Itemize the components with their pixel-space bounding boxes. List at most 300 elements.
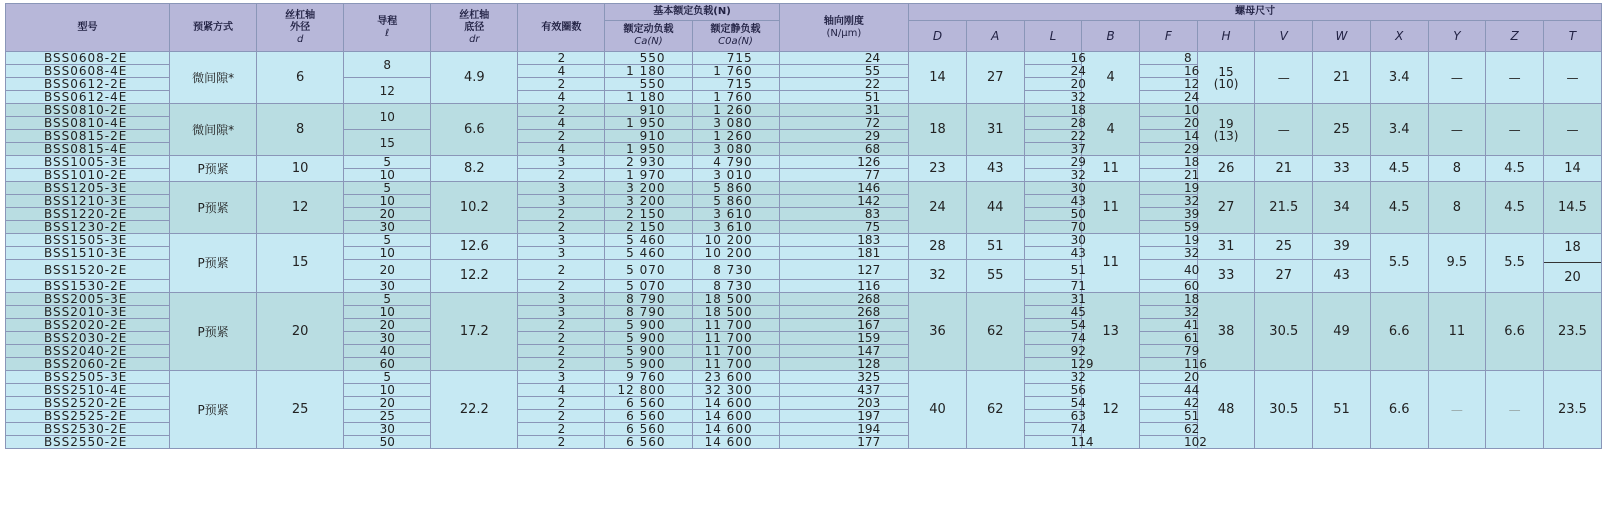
header-stiffness-unit: (N/μm) xyxy=(826,27,862,39)
table-cell-B: 12 xyxy=(1082,371,1140,449)
table-cell-lead: 12 xyxy=(344,78,431,104)
table-cell-dyn-load: 550 xyxy=(605,78,692,91)
header-lead xyxy=(344,4,431,52)
table-cell-root-dia: 10.2 xyxy=(431,182,518,234)
table-cell-turns: 2 xyxy=(518,169,605,182)
table-cell-model: BSS0612-4E xyxy=(6,91,170,104)
table-cell-model: BSS0810-2E xyxy=(6,104,170,117)
table-cell-Y: 11 xyxy=(1428,293,1486,371)
table-cell-turns: 2 xyxy=(518,104,605,117)
table-cell-root-dia: 12.2 xyxy=(431,260,518,293)
table-cell-F: 32 xyxy=(1140,195,1198,208)
table-cell-lead: 60 xyxy=(344,358,431,371)
table-cell-dyn-load: 1 180 xyxy=(605,91,692,104)
table-cell-lead: 10 xyxy=(344,247,431,260)
table-cell-static-load: 11 700 xyxy=(692,345,779,358)
table-cell-dyn-load: 8 790 xyxy=(605,306,692,319)
table-cell-B: 4 xyxy=(1082,104,1140,156)
table-cell-stiffness: 128 xyxy=(779,358,909,371)
table-cell-static-load: 8 730 xyxy=(692,260,779,280)
table-cell-shaft-od: 20 xyxy=(257,293,344,371)
header-dim-B: B xyxy=(1082,21,1140,52)
table-cell-model: BSS2030-2E xyxy=(6,332,170,345)
table-cell-stiffness: 268 xyxy=(779,306,909,319)
table-cell-H: 38 xyxy=(1197,293,1255,371)
header-static-load-symbol: C0a(N) xyxy=(718,36,753,47)
header-shaft-od-label: 丝杠轴外径 xyxy=(285,9,316,33)
table-cell-A: 27 xyxy=(966,52,1024,104)
table-cell-H: 27 xyxy=(1197,182,1255,234)
table-cell-L: 20 xyxy=(1024,78,1082,91)
table-cell-preload: P预紧 xyxy=(170,293,257,371)
header-root-dia xyxy=(431,4,518,52)
table-cell-static-load: 1 760 xyxy=(692,91,779,104)
table-cell-static-load: 715 xyxy=(692,52,779,65)
table-cell-L: 22 xyxy=(1024,130,1082,143)
table-cell-T xyxy=(1543,234,1601,293)
table-cell-T: 14 xyxy=(1543,156,1601,182)
table-cell-W: 34 xyxy=(1313,182,1371,234)
table-cell-Z: 4.5 xyxy=(1486,182,1544,234)
table-cell-lead: 30 xyxy=(344,280,431,293)
table-cell-dyn-load: 8 790 xyxy=(605,293,692,306)
table-cell-model: BSS1505-3E xyxy=(6,234,170,247)
table-cell-dyn-load: 1 180 xyxy=(605,65,692,78)
table-cell-lead: 20 xyxy=(344,319,431,332)
table-cell-static-load: 23 600 xyxy=(692,371,779,384)
table-cell-L: 51 xyxy=(1024,260,1082,280)
table-cell-V: 30.5 xyxy=(1255,371,1313,449)
table-cell-model: BSS2550-2E xyxy=(6,436,170,449)
table-cell-static-load: 3 080 xyxy=(692,117,779,130)
table-cell-T: — xyxy=(1543,104,1601,156)
table-cell-B: 13 xyxy=(1082,293,1140,371)
table-cell-shaft-od: 12 xyxy=(257,182,344,234)
table-cell-X: 6.6 xyxy=(1370,293,1428,371)
table-cell-lead: 50 xyxy=(344,436,431,449)
table-cell-static-load: 32 300 xyxy=(692,384,779,397)
header-model: 型号 xyxy=(6,4,170,52)
table-cell-model: BSS2020-2E xyxy=(6,319,170,332)
table-cell-model: BSS0612-2E xyxy=(6,78,170,91)
table-cell-model: BSS1005-3E xyxy=(6,156,170,169)
table-cell-Y: — xyxy=(1428,52,1486,104)
table-cell-dyn-load: 2 930 xyxy=(605,156,692,169)
table-cell-stiffness: 181 xyxy=(779,247,909,260)
table-cell-F: 32 xyxy=(1140,247,1198,260)
table-cell-H-alt: (13) xyxy=(1213,128,1239,143)
table-cell-turns: 2 xyxy=(518,436,605,449)
table-cell-model: BSS2530-2E xyxy=(6,423,170,436)
table-cell-lead: 15 xyxy=(344,130,431,156)
table-cell-L: 114 xyxy=(1024,436,1082,449)
table-cell-lead: 8 xyxy=(344,52,431,78)
table-cell-model: BSS2525-2E xyxy=(6,410,170,423)
table-cell-stiffness: 142 xyxy=(779,195,909,208)
table-cell-root-dia: 6.6 xyxy=(431,104,518,156)
table-cell-L: 32 xyxy=(1024,371,1082,384)
table-cell-L: 92 xyxy=(1024,345,1082,358)
table-cell-F: 62 xyxy=(1140,423,1198,436)
table-cell-Y: 8 xyxy=(1428,156,1486,182)
table-cell-static-load: 18 500 xyxy=(692,306,779,319)
table-cell-static-load: 14 600 xyxy=(692,410,779,423)
header-stiffness xyxy=(779,4,909,52)
table-cell-A: 62 xyxy=(966,371,1024,449)
table-cell-model: BSS2520-2E xyxy=(6,397,170,410)
table-cell-static-load: 10 200 xyxy=(692,234,779,247)
table-cell-model: BSS2010-3E xyxy=(6,306,170,319)
table-cell-model: BSS1220-2E xyxy=(6,208,170,221)
table-cell-dyn-load: 5 900 xyxy=(605,358,692,371)
table-cell-turns: 2 xyxy=(518,410,605,423)
table-cell-model: BSS1530-2E xyxy=(6,280,170,293)
table-cell-lead: 30 xyxy=(344,221,431,234)
table-cell-model: BSS1520-2E xyxy=(6,260,170,280)
table-cell-A: 44 xyxy=(966,182,1024,234)
table-cell-turns: 2 xyxy=(518,319,605,332)
table-cell-root-dia: 12.6 xyxy=(431,234,518,260)
table-cell-F: 19 xyxy=(1140,182,1198,195)
table-cell-H xyxy=(1197,52,1255,104)
table-cell-H: 26 xyxy=(1197,156,1255,182)
header-preload: 预紧方式 xyxy=(170,4,257,52)
table-cell-F: 29 xyxy=(1140,143,1198,156)
table-cell-shaft-od: 10 xyxy=(257,156,344,182)
table-cell-L: 32 xyxy=(1024,91,1082,104)
table-cell-static-load: 8 730 xyxy=(692,280,779,293)
table-cell-stiffness: 325 xyxy=(779,371,909,384)
table-cell-V: — xyxy=(1255,104,1313,156)
table-cell-shaft-od: 8 xyxy=(257,104,344,156)
table-cell-F: 41 xyxy=(1140,319,1198,332)
table-cell-dyn-load: 5 900 xyxy=(605,345,692,358)
table-cell-lead: 20 xyxy=(344,208,431,221)
table-cell-static-load: 3 610 xyxy=(692,221,779,234)
table-cell-model: BSS1510-3E xyxy=(6,247,170,260)
table-cell-dyn-load: 5 460 xyxy=(605,234,692,247)
table-cell-L: 18 xyxy=(1024,104,1082,117)
table-cell-model: BSS0810-4E xyxy=(6,117,170,130)
table-cell-stiffness: 197 xyxy=(779,410,909,423)
table-cell-dyn-load: 2 150 xyxy=(605,208,692,221)
table-cell-A: 31 xyxy=(966,104,1024,156)
table-cell-L: 56 xyxy=(1024,384,1082,397)
header-load-group: 基本额定负载(N) xyxy=(605,4,779,21)
table-cell-static-load: 11 700 xyxy=(692,358,779,371)
table-cell-dyn-load: 3 200 xyxy=(605,182,692,195)
table-cell-F: 21 xyxy=(1140,169,1198,182)
table-cell-Y: — xyxy=(1428,371,1486,449)
table-cell-model: BSS1210-3E xyxy=(6,195,170,208)
table-cell-X: 5.5 xyxy=(1370,234,1428,293)
table-cell-L: 30 xyxy=(1024,182,1082,195)
table-cell-T-lower: 20 xyxy=(1564,270,1581,285)
table-cell-F: 12 xyxy=(1140,78,1198,91)
table-cell-Y: 8 xyxy=(1428,182,1486,234)
table-cell-turns: 2 xyxy=(518,260,605,280)
table-cell-H: 31 xyxy=(1197,234,1255,260)
table-cell-static-load: 11 700 xyxy=(692,319,779,332)
table-cell-L: 54 xyxy=(1024,319,1082,332)
table-cell-B: 11 xyxy=(1082,234,1140,293)
table-cell-turns: 3 xyxy=(518,371,605,384)
table-cell-L: 24 xyxy=(1024,65,1082,78)
table-cell-model: BSS2060-2E xyxy=(6,358,170,371)
table-cell-X: 3.4 xyxy=(1370,52,1428,104)
table-cell-D: 23 xyxy=(909,156,967,182)
table-cell-stiffness: 159 xyxy=(779,332,909,345)
header-dim-D: D xyxy=(909,21,967,52)
table-cell-V: 30.5 xyxy=(1255,293,1313,371)
table-cell-Z: 6.6 xyxy=(1486,293,1544,371)
table-cell-D: 24 xyxy=(909,182,967,234)
header-static-load xyxy=(692,21,779,52)
header-turns: 有效圈数 xyxy=(518,4,605,52)
table-cell-Z: 4.5 xyxy=(1486,156,1544,182)
table-cell-dyn-load: 6 560 xyxy=(605,410,692,423)
table-cell-stiffness: 22 xyxy=(779,78,909,91)
table-cell-static-load: 14 600 xyxy=(692,423,779,436)
table-cell-F: 40 xyxy=(1140,260,1198,280)
table-cell-turns: 3 xyxy=(518,182,605,195)
table-cell-stiffness: 147 xyxy=(779,345,909,358)
ball-screw-spec-table-container xyxy=(5,3,1602,449)
table-cell-dyn-load: 550 xyxy=(605,52,692,65)
table-cell-lead: 5 xyxy=(344,182,431,195)
header-static-load-label: 额定静负载 xyxy=(710,24,761,35)
header-dynamic-load-symbol: Ca(N) xyxy=(634,36,663,47)
table-cell-L: 37 xyxy=(1024,143,1082,156)
table-cell-turns: 2 xyxy=(518,358,605,371)
table-cell-root-dia: 8.2 xyxy=(431,156,518,182)
table-cell-lead: 5 xyxy=(344,293,431,306)
table-cell-H: 48 xyxy=(1197,371,1255,449)
table-cell-static-load: 4 790 xyxy=(692,156,779,169)
table-cell-turns: 2 xyxy=(518,332,605,345)
table-cell-dyn-load: 910 xyxy=(605,104,692,117)
table-cell-lead: 30 xyxy=(344,332,431,345)
table-cell-L: 54 xyxy=(1024,397,1082,410)
table-cell-preload: 微间隙* xyxy=(170,104,257,156)
table-cell-dyn-load: 910 xyxy=(605,130,692,143)
table-cell-L: 70 xyxy=(1024,221,1082,234)
header-shaft-od-symbol: d xyxy=(296,33,304,45)
table-cell-static-load: 11 700 xyxy=(692,332,779,345)
table-cell-Z: — xyxy=(1486,104,1544,156)
table-cell-static-load: 1 260 xyxy=(692,104,779,117)
table-cell-stiffness: 437 xyxy=(779,384,909,397)
table-cell-stiffness: 55 xyxy=(779,65,909,78)
table-cell-turns: 2 xyxy=(518,423,605,436)
table-cell-L: 45 xyxy=(1024,306,1082,319)
header-dim-X: X xyxy=(1370,21,1428,52)
table-cell-F: 20 xyxy=(1140,117,1198,130)
table-cell-X: 4.5 xyxy=(1370,156,1428,182)
header-root-dia-symbol: dr xyxy=(469,33,480,45)
header-dim-W: W xyxy=(1313,21,1371,52)
table-cell-B: 11 xyxy=(1082,156,1140,182)
table-cell-L: 63 xyxy=(1024,410,1082,423)
table-cell-H-alt: (10) xyxy=(1213,76,1239,91)
table-cell-turns: 3 xyxy=(518,195,605,208)
table-cell-F: 60 xyxy=(1140,280,1198,293)
table-cell-F: 116 xyxy=(1140,358,1198,371)
header-dim-L: L xyxy=(1024,21,1082,52)
table-cell-turns: 3 xyxy=(518,234,605,247)
table-cell-turns: 2 xyxy=(518,397,605,410)
table-cell-preload: 微间隙* xyxy=(170,52,257,104)
table-cell-lead: 5 xyxy=(344,156,431,169)
table-cell-W: 25 xyxy=(1313,104,1371,156)
table-cell-lead: 5 xyxy=(344,234,431,247)
table-cell-static-load: 3 010 xyxy=(692,169,779,182)
table-cell-turns: 3 xyxy=(518,293,605,306)
header-shaft-od xyxy=(257,4,344,52)
table-cell-lead: 40 xyxy=(344,345,431,358)
table-cell-A: 43 xyxy=(966,156,1024,182)
table-cell-D: 14 xyxy=(909,52,967,104)
header-dim-Y: Y xyxy=(1428,21,1486,52)
table-cell-model: BSS1205-3E xyxy=(6,182,170,195)
table-cell-Y: — xyxy=(1428,104,1486,156)
table-cell-X: 6.6 xyxy=(1370,371,1428,449)
table-cell-V: 21 xyxy=(1255,156,1313,182)
table-cell-D: 32 xyxy=(909,260,967,293)
ball-screw-spec-table xyxy=(5,3,1602,449)
table-cell-model: BSS0608-4E xyxy=(6,65,170,78)
table-cell-H xyxy=(1197,104,1255,156)
table-cell-T: 14.5 xyxy=(1543,182,1601,234)
table-cell-stiffness: 24 xyxy=(779,52,909,65)
table-cell-T: — xyxy=(1543,52,1601,104)
table-cell-D: 18 xyxy=(909,104,967,156)
table-cell-dyn-load: 6 560 xyxy=(605,397,692,410)
table-cell-lead: 10 xyxy=(344,306,431,319)
table-cell-static-load: 14 600 xyxy=(692,397,779,410)
table-cell-static-load: 3 610 xyxy=(692,208,779,221)
table-cell-lead: 20 xyxy=(344,260,431,280)
table-cell-Z: — xyxy=(1486,371,1544,449)
table-cell-static-load: 18 500 xyxy=(692,293,779,306)
table-cell-L: 71 xyxy=(1024,280,1082,293)
table-cell-L: 129 xyxy=(1024,358,1082,371)
table-cell-dyn-load: 2 150 xyxy=(605,221,692,234)
table-cell-H: 33 xyxy=(1197,260,1255,293)
table-cell-L: 74 xyxy=(1024,332,1082,345)
table-cell-lead: 10 xyxy=(344,104,431,130)
table-cell-static-load: 1 260 xyxy=(692,130,779,143)
table-cell-F: 10 xyxy=(1140,104,1198,117)
table-cell-model: BSS0608-2E xyxy=(6,52,170,65)
table-cell-L: 16 xyxy=(1024,52,1082,65)
table-cell-lead: 30 xyxy=(344,423,431,436)
table-cell-dyn-load: 5 900 xyxy=(605,319,692,332)
header-lead-label: 导程 xyxy=(377,15,398,27)
table-cell-turns: 4 xyxy=(518,91,605,104)
table-cell-L: 50 xyxy=(1024,208,1082,221)
table-cell-V: 25 xyxy=(1255,234,1313,260)
table-cell-stiffness: 83 xyxy=(779,208,909,221)
table-cell-stiffness: 75 xyxy=(779,221,909,234)
table-cell-stiffness: 72 xyxy=(779,117,909,130)
table-cell-lead: 10 xyxy=(344,169,431,182)
table-cell-F: 61 xyxy=(1140,332,1198,345)
table-cell-stiffness: 31 xyxy=(779,104,909,117)
table-cell-dyn-load: 5 460 xyxy=(605,247,692,260)
table-cell-static-load: 1 760 xyxy=(692,65,779,78)
table-cell-F: 44 xyxy=(1140,384,1198,397)
table-cell-W: 49 xyxy=(1313,293,1371,371)
table-cell-stiffness: 167 xyxy=(779,319,909,332)
header-dim-T: T xyxy=(1543,21,1601,52)
table-cell-F: 39 xyxy=(1140,208,1198,221)
table-cell-V: — xyxy=(1255,52,1313,104)
table-cell-Z: — xyxy=(1486,52,1544,104)
table-cell-model: BSS2040-2E xyxy=(6,345,170,358)
table-cell-stiffness: 146 xyxy=(779,182,909,195)
table-cell-dyn-load: 6 560 xyxy=(605,423,692,436)
table-cell-dyn-load: 5 070 xyxy=(605,280,692,293)
table-cell-stiffness: 177 xyxy=(779,436,909,449)
table-cell-model: BSS1010-2E xyxy=(6,169,170,182)
table-cell-F: 24 xyxy=(1140,91,1198,104)
table-cell-stiffness: 203 xyxy=(779,397,909,410)
table-cell-model: BSS0815-4E xyxy=(6,143,170,156)
table-cell-W: 51 xyxy=(1313,371,1371,449)
table-cell-root-dia: 4.9 xyxy=(431,52,518,104)
table-cell-B: 11 xyxy=(1082,182,1140,234)
table-cell-turns: 4 xyxy=(518,65,605,78)
table-cell-turns: 2 xyxy=(518,52,605,65)
header-root-dia-label: 丝杠轴底径 xyxy=(459,9,490,33)
table-cell-dyn-load: 12 800 xyxy=(605,384,692,397)
header-stiffness-label: 轴向刚度 xyxy=(823,15,864,27)
table-cell-F: 20 xyxy=(1140,371,1198,384)
table-cell-stiffness: 68 xyxy=(779,143,909,156)
table-cell-model: BSS2510-4E xyxy=(6,384,170,397)
table-cell-dyn-load: 9 760 xyxy=(605,371,692,384)
table-cell-model: BSS1230-2E xyxy=(6,221,170,234)
table-cell-B: 4 xyxy=(1082,52,1140,104)
header-dim-Z: Z xyxy=(1486,21,1544,52)
table-cell-W: 39 xyxy=(1313,234,1371,260)
table-cell-V: 27 xyxy=(1255,260,1313,293)
table-cell-stiffness: 29 xyxy=(779,130,909,143)
header-dynamic-load xyxy=(605,21,692,52)
table-cell-stiffness: 77 xyxy=(779,169,909,182)
table-cell-F: 102 xyxy=(1140,436,1198,449)
table-cell-F: 14 xyxy=(1140,130,1198,143)
table-cell-F: 42 xyxy=(1140,397,1198,410)
table-cell-F: 18 xyxy=(1140,293,1198,306)
table-cell-L: 28 xyxy=(1024,117,1082,130)
table-cell-A: 62 xyxy=(966,293,1024,371)
table-cell-stiffness: 116 xyxy=(779,280,909,293)
table-cell-F: 79 xyxy=(1140,345,1198,358)
table-cell-stiffness: 194 xyxy=(779,423,909,436)
table-cell-turns: 3 xyxy=(518,306,605,319)
table-cell-stiffness: 268 xyxy=(779,293,909,306)
table-cell-stiffness: 51 xyxy=(779,91,909,104)
table-cell-static-load: 14 600 xyxy=(692,436,779,449)
table-cell-X: 3.4 xyxy=(1370,104,1428,156)
table-cell-lead: 5 xyxy=(344,371,431,384)
table-cell-lead: 20 xyxy=(344,397,431,410)
table-cell-static-load: 3 080 xyxy=(692,143,779,156)
table-cell-stiffness: 183 xyxy=(779,234,909,247)
table-cell-F: 19 xyxy=(1140,234,1198,247)
